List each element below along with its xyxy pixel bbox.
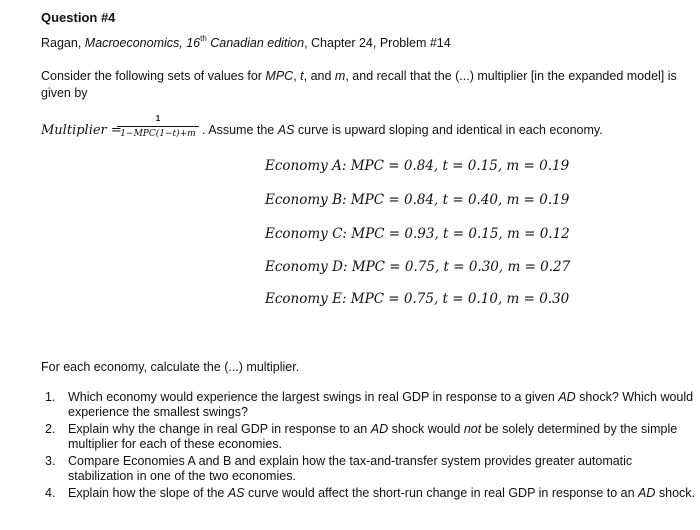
fraction-denominator: 1−MPC(1−t)+m xyxy=(120,129,196,139)
question-number: 4. xyxy=(45,486,56,500)
formula-assumption xyxy=(202,123,603,137)
economy-values: MPC = 0.84, t = 0.15, m = 0.19 xyxy=(350,158,570,174)
economy-a xyxy=(265,158,569,174)
economy-name: Economy D: xyxy=(265,259,352,275)
question-text: Explain why the change in real GDP in response to an xyxy=(68,422,371,436)
question-text: curve would affect the short-run change in real GDP in response to an xyxy=(244,486,639,500)
intro-paragraph xyxy=(41,68,681,102)
intro-text: , and recall that the (...) multiplier [in the expanded model] is given by xyxy=(41,69,677,100)
question-emphasis: not xyxy=(463,422,482,436)
economy-name: Economy A: xyxy=(265,158,351,174)
intro-sep: , xyxy=(293,69,301,83)
economy-name: Economy B: xyxy=(265,192,351,208)
question-text: shock would xyxy=(388,422,464,436)
question-text: Which economy would experience the largest swings in real GDP in response to a given xyxy=(68,390,559,404)
intro-sep: , and xyxy=(303,69,335,83)
question-item xyxy=(41,390,696,420)
economy-c xyxy=(265,226,570,242)
fraction-numerator: 1 xyxy=(155,114,161,123)
intro-t: t xyxy=(300,69,304,83)
question-number: 1. xyxy=(45,390,56,404)
question-item xyxy=(41,454,696,484)
source-chapter: , Chapter 24, Problem #14 xyxy=(304,36,451,50)
multiplier-fraction xyxy=(117,114,199,140)
intro-mpc: MPC xyxy=(265,69,294,83)
source-edition: Canadian edition xyxy=(206,36,305,50)
economy-values: MPC = 0.93, t = 0.15, m = 0.12 xyxy=(351,226,570,242)
multiplier-formula xyxy=(41,114,691,148)
source-author: Ragan, xyxy=(41,36,85,50)
economy-values: MPC = 0.75, t = 0.30, m = 0.27 xyxy=(351,259,571,275)
assumption-as: AS xyxy=(277,123,295,137)
question-text: shock? Which would experience the smallest swings? xyxy=(68,390,694,419)
source-book: Macroeconomics, 16 xyxy=(84,36,201,50)
intro-m: m xyxy=(334,69,346,83)
question-text: shock. xyxy=(655,486,696,500)
question-item xyxy=(41,422,696,452)
assumption-text: . Assume the xyxy=(202,123,278,137)
question-emphasis: AD xyxy=(638,486,656,500)
source-edition-suffix: th xyxy=(200,34,207,43)
economy-name: Economy E: xyxy=(265,291,351,307)
question-text: be solely determined by the simple multiplier for each of these economies. xyxy=(68,422,678,451)
economy-values: MPC = 0.84, t = 0.40, m = 0.19 xyxy=(350,192,570,208)
question-text: Compare Economies A and B and explain how the tax-and-transfer system provides greater automatic stabilization in one of the two economies. xyxy=(68,454,633,483)
question-number: 2. xyxy=(45,422,56,436)
question-emphasis: AS xyxy=(227,486,245,500)
question-emphasis: AD xyxy=(370,422,389,436)
question-item xyxy=(41,486,696,501)
assumption-text: curve is upward sloping and identical in each economy. xyxy=(294,123,603,137)
source-citation xyxy=(41,36,451,50)
economy-d xyxy=(265,259,570,275)
question-text: Explain how the slope of the xyxy=(68,486,228,500)
question-list xyxy=(41,390,696,503)
economy-values: MPC = 0.75, t = 0.10, m = 0.30 xyxy=(350,291,570,307)
economy-name: Economy C: xyxy=(265,226,352,242)
multiplier-label: Multiplier = xyxy=(41,123,122,138)
economy-b xyxy=(265,192,569,208)
question-number: 3. xyxy=(45,454,56,468)
calculation-prompt: For each economy, calculate the (...) multiplier. xyxy=(41,360,300,374)
question-emphasis: AD xyxy=(558,390,576,404)
intro-text: Consider the following sets of values for xyxy=(41,69,266,83)
fraction-bar xyxy=(117,126,199,127)
question-heading: Question #4 xyxy=(41,10,116,25)
economy-e xyxy=(265,291,569,307)
